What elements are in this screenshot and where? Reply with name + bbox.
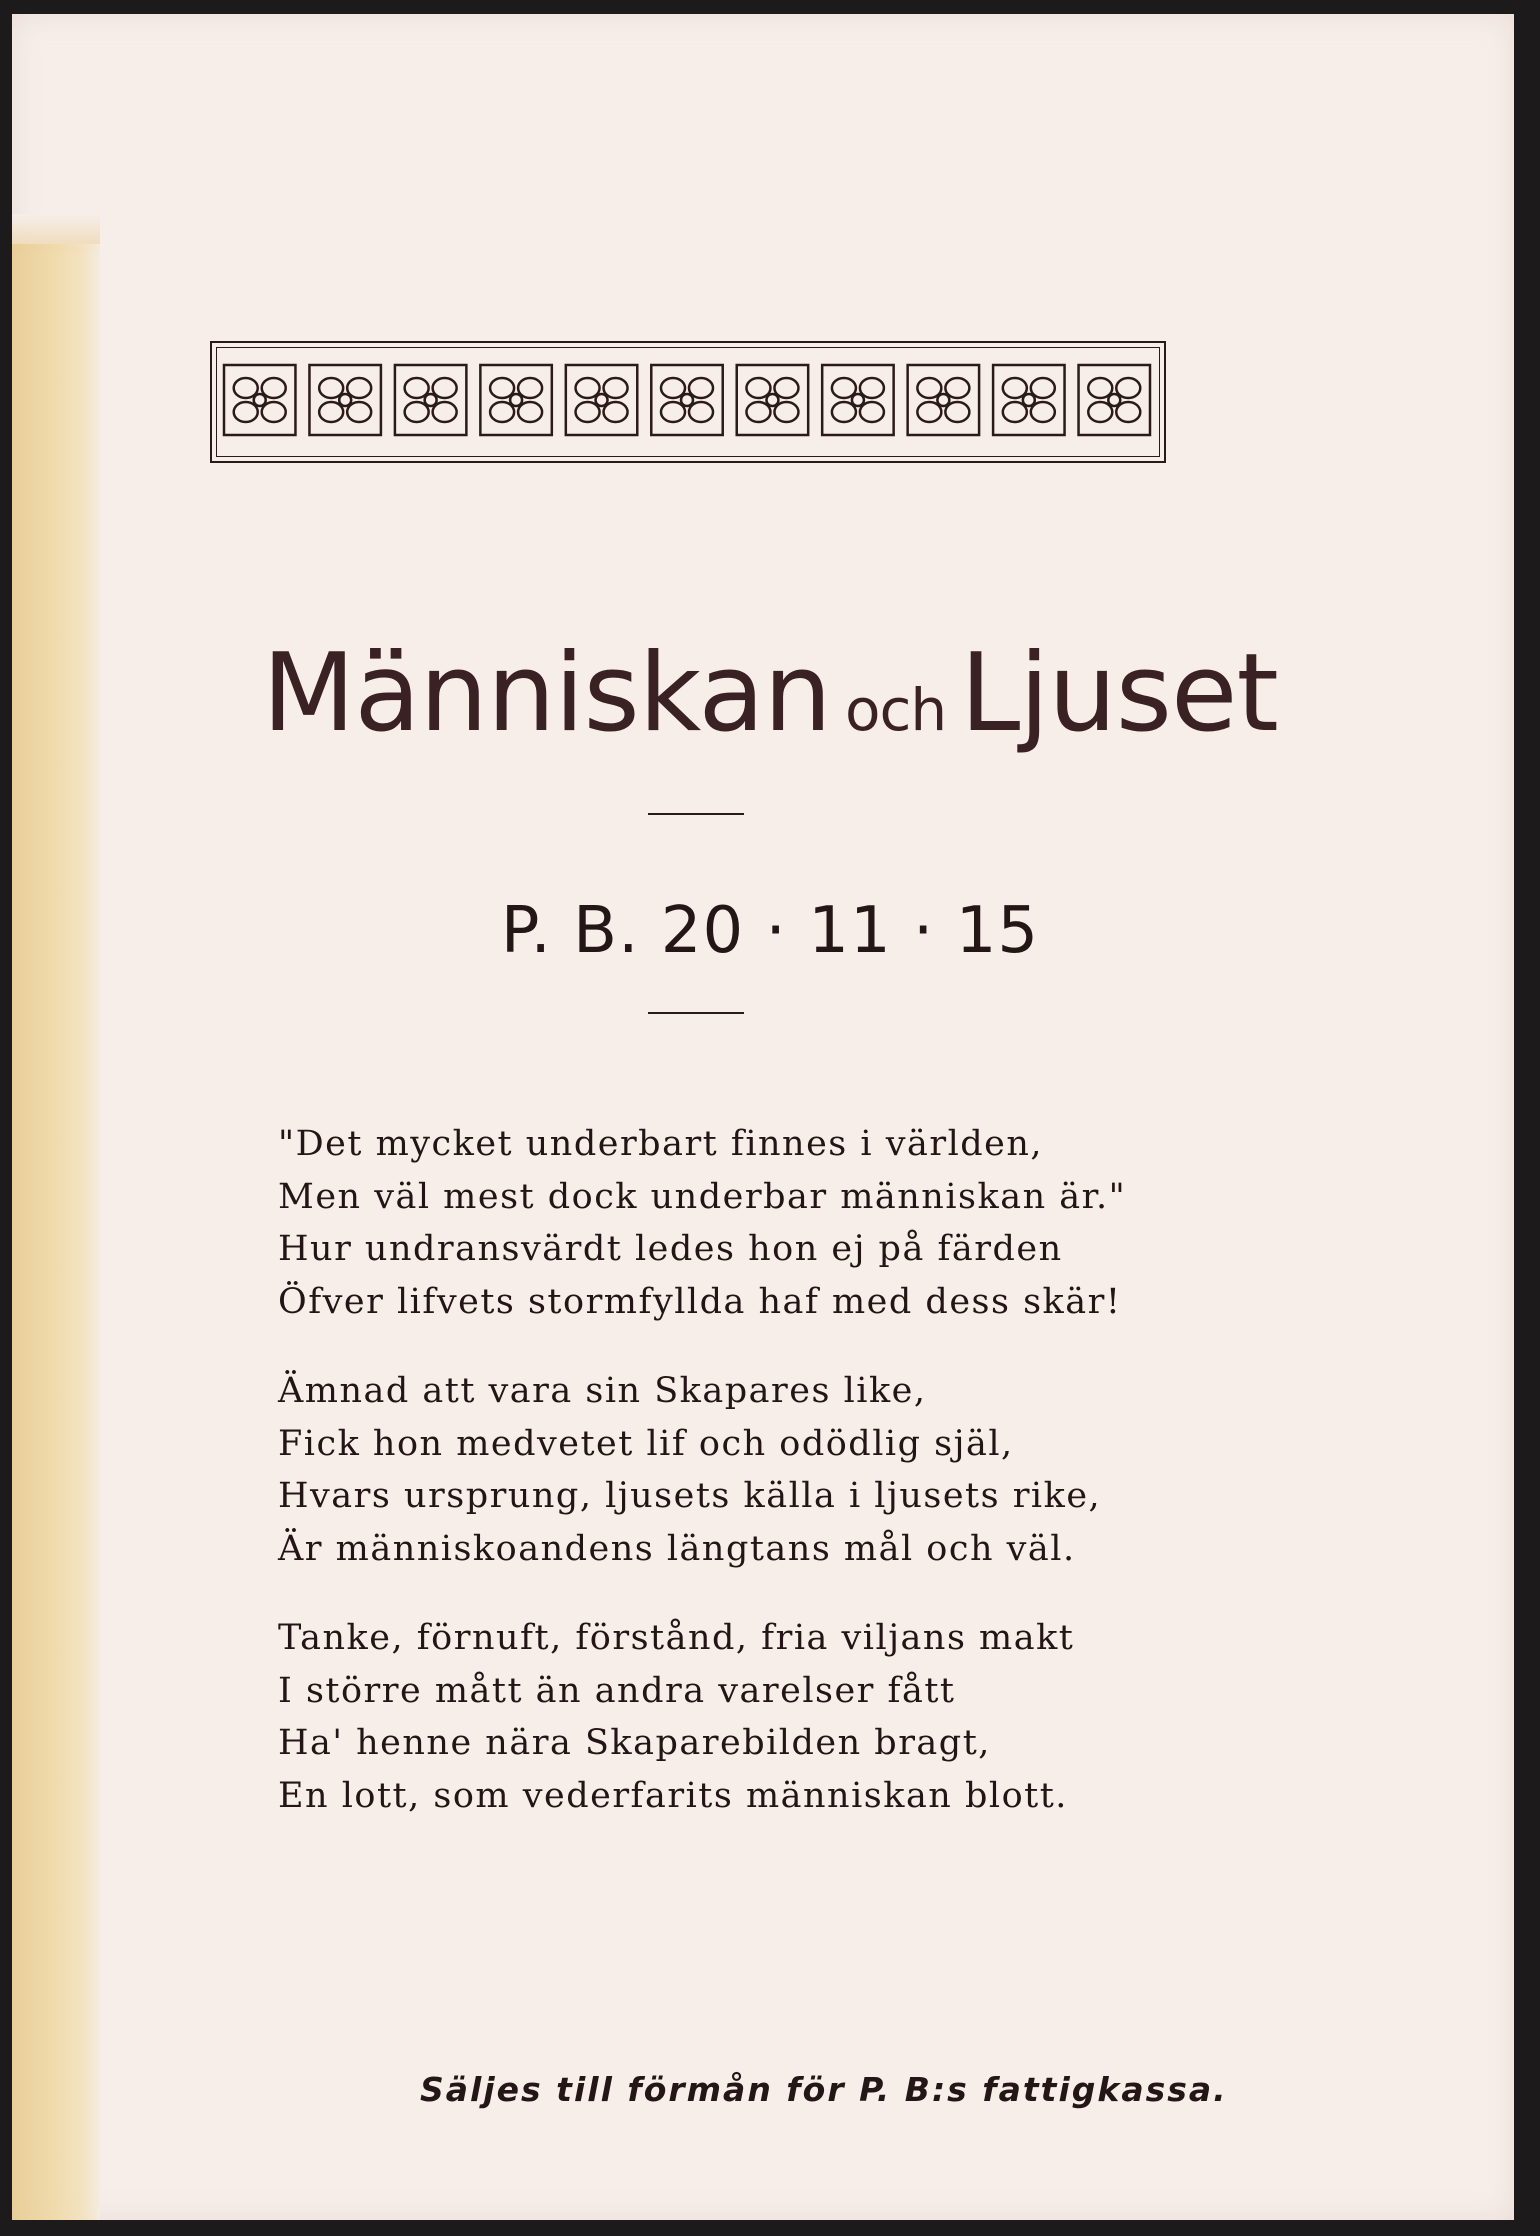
poem	[278, 1118, 1298, 1859]
poem-line: Ämnad att vara sin Skapares like,	[278, 1371, 927, 1411]
stanza-2	[278, 1365, 1298, 1575]
flower-tile-icon	[822, 365, 893, 435]
poem-line: Hvars ursprung, ljusets källa i ljusets rike,	[278, 1476, 1102, 1516]
flower-tile-icon	[480, 365, 551, 435]
binding-tape	[12, 244, 100, 2220]
poem-line: Tanke, förnuft, förstånd, fria viljans makt	[278, 1618, 1075, 1658]
poem-line: Öfver lifvets stormfyllda haf med dess skär!	[278, 1281, 1122, 1322]
title-word-2: Ljuset	[960, 631, 1278, 756]
document-footer: Säljes till förmån för P. B:s fattigkassa.	[420, 2070, 1228, 2109]
stanza-3	[278, 1612, 1298, 1822]
flower-pattern-icon	[217, 348, 1157, 452]
flower-tile-icon	[737, 365, 808, 435]
flower-tile-icon	[651, 365, 722, 435]
title-word-1: Människan	[262, 631, 831, 756]
flower-tile-icon	[566, 365, 637, 435]
flower-tile-icon	[1079, 365, 1150, 435]
poem-line: Fick hon medvetet lif och odödlig själ,	[278, 1423, 1014, 1464]
flower-tile-icon	[993, 365, 1064, 435]
divider-top	[648, 813, 744, 815]
poem-line: Hur undransvärdt ledes hon ej på färden	[278, 1229, 1063, 1269]
flower-tile-icon	[908, 365, 979, 435]
flower-tile-icon	[309, 365, 380, 435]
poem-line: I större mått än andra varelser fått	[278, 1670, 956, 1711]
flower-tile-icon	[224, 365, 295, 435]
poem-line: En lott, som vederfarits människan blott.	[278, 1775, 1068, 1816]
stanza-1	[278, 1118, 1298, 1328]
ornament-inner-frame	[216, 347, 1160, 457]
poem-line: Men väl mest dock underbar människan är."	[278, 1176, 1127, 1217]
divider-bottom	[648, 1012, 744, 1014]
document-subtitle: P. B. 20 · 11 · 15	[500, 894, 1040, 968]
flower-tile-icon	[395, 365, 466, 435]
document-title	[0, 631, 1540, 756]
poem-line: "Det mycket underbart finnes i världen,	[278, 1124, 1044, 1164]
title-word-small: och	[844, 676, 947, 744]
poem-line: Ha' henne nära Skaparebilden bragt,	[278, 1723, 991, 1763]
ornamental-border	[210, 341, 1166, 463]
poem-line: Är människoandens längtans mål och väl.	[278, 1528, 1076, 1569]
